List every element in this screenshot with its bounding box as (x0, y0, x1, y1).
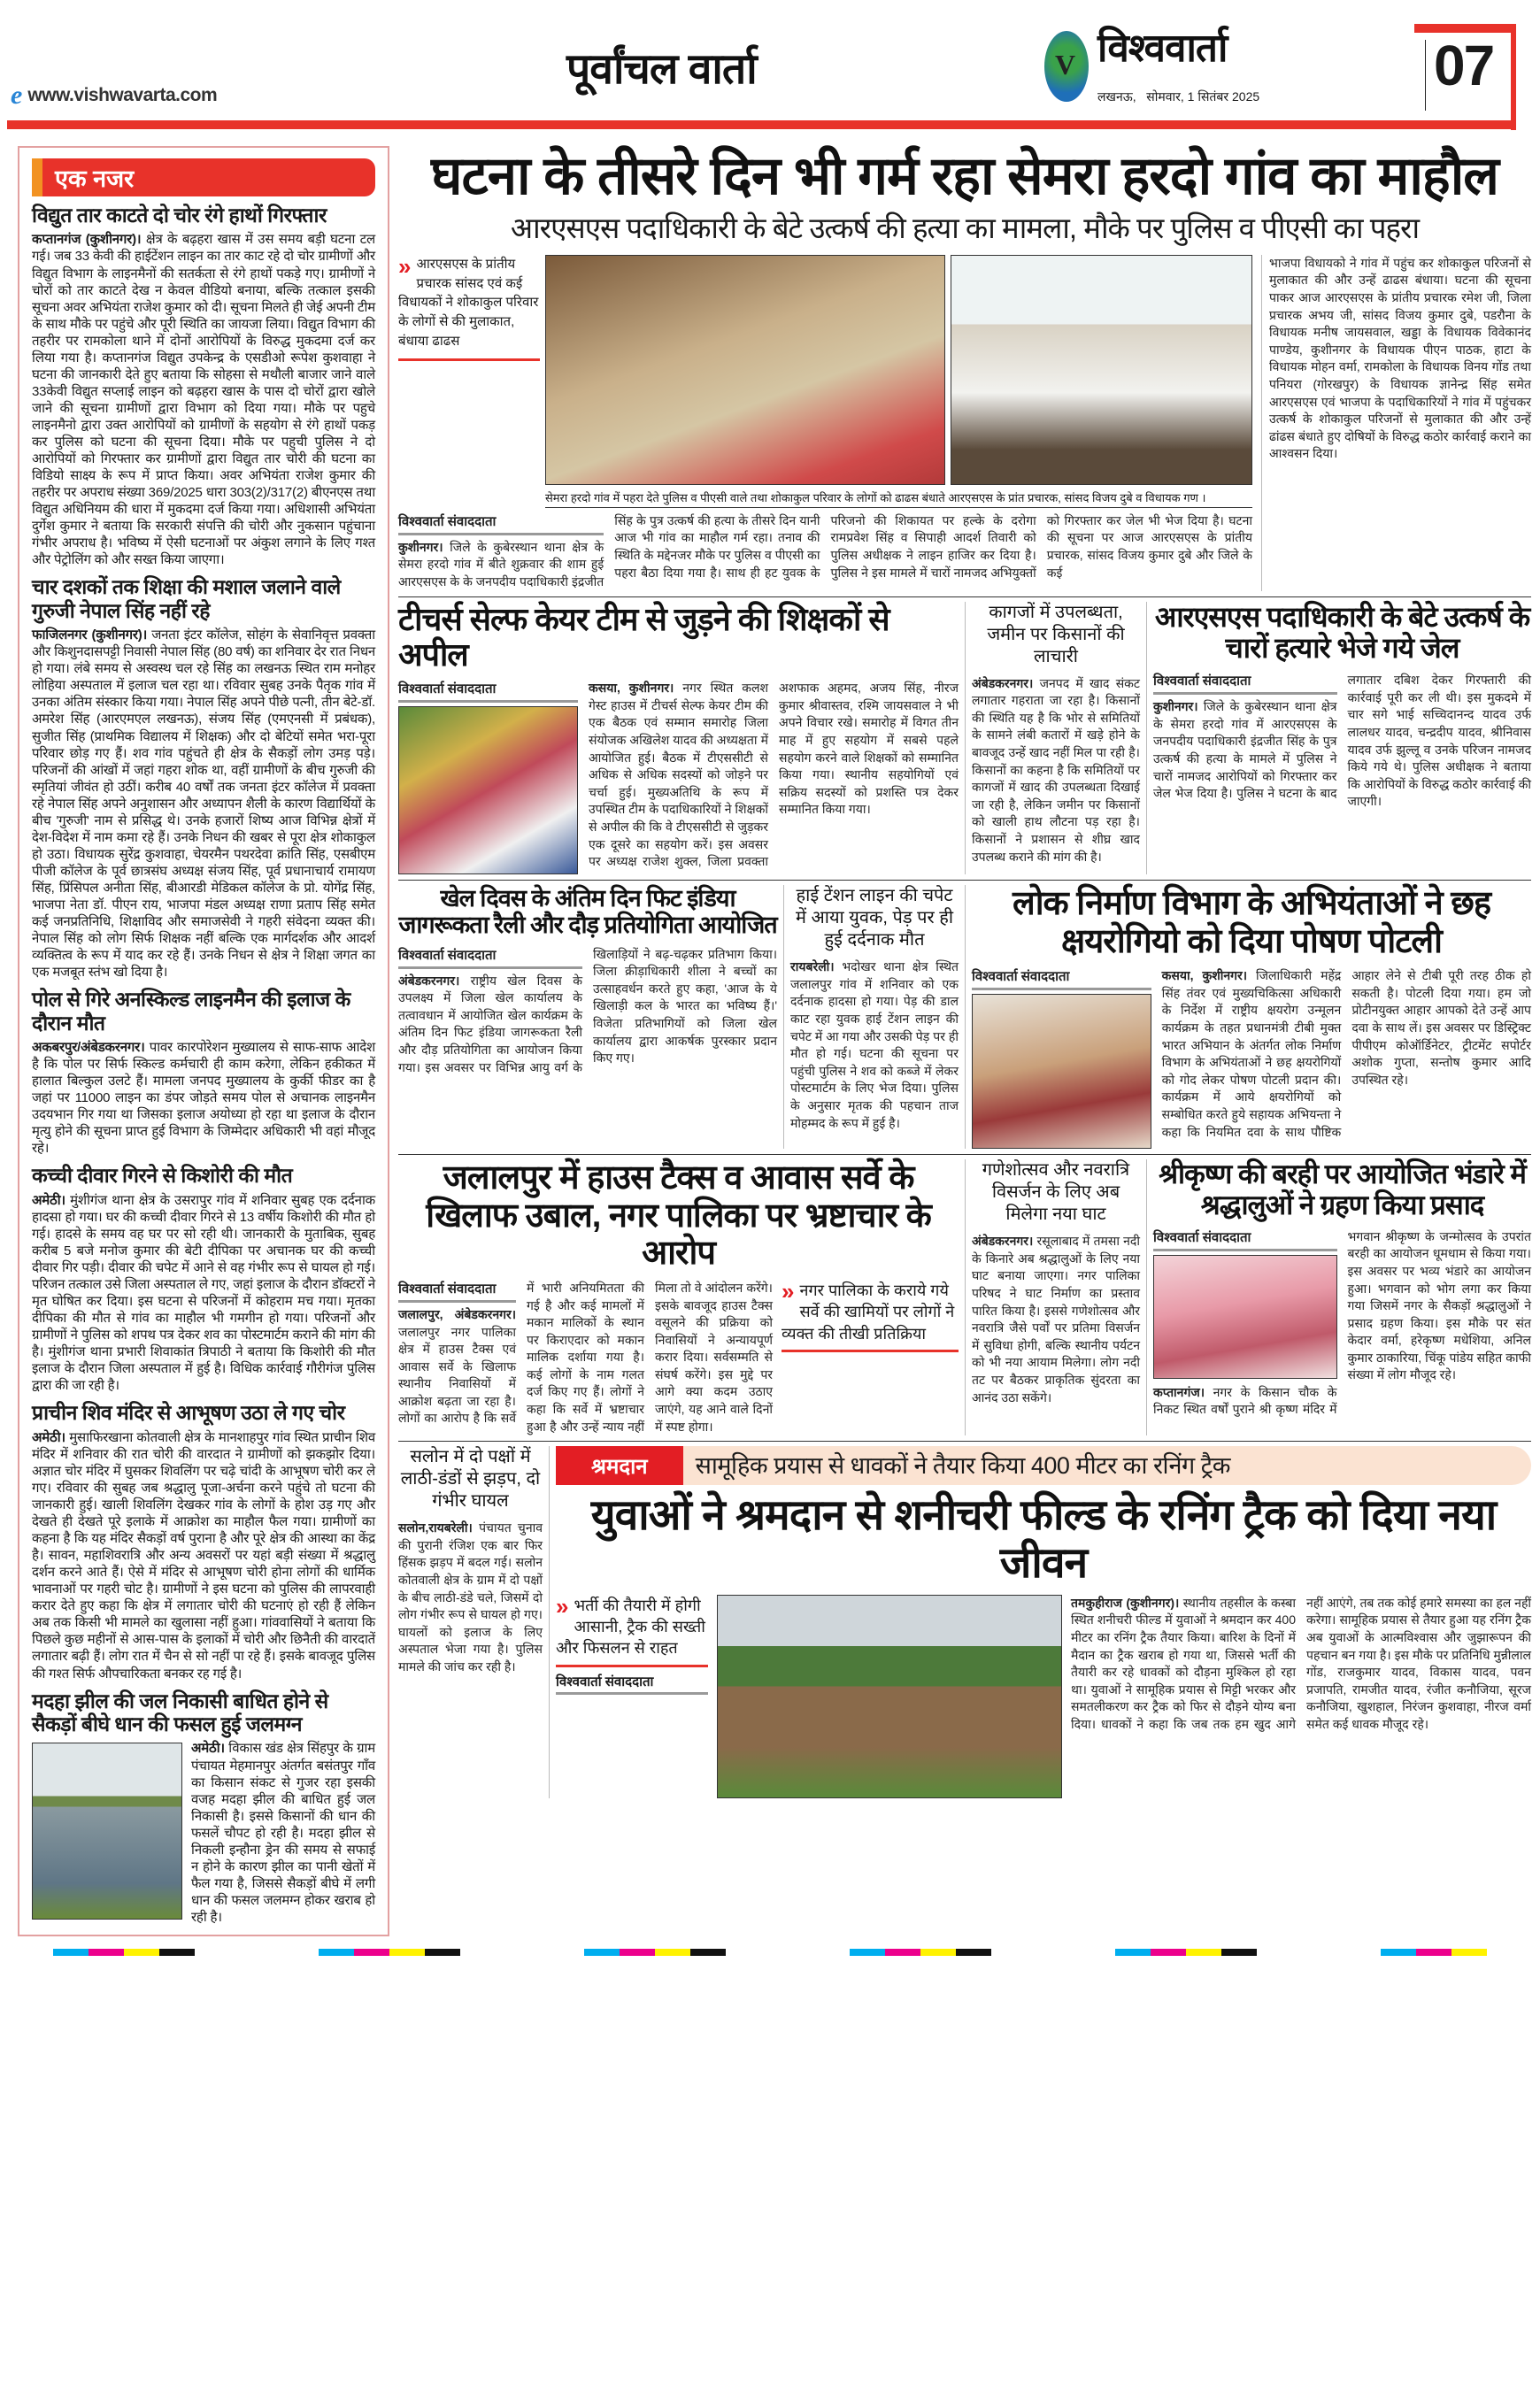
brief-body: विकास खंड क्षेत्र सिंहपुर के ग्राम पंचायत मेहमानपुर अंतर्गत बसंतपुर गाँव का किसान संकट से गुजर रहा इसकी वजह मदहा झील की बाधित हुई जल निकासी है। इससे किसानों की धान की फसलें चौपट हो रही है। मदहा झील से निकली इन्हौना ड्रेन की समय से सफाई न होने के कारण झील का पानी खेतों में फैल गया है, जिससे सैकड़ों बीघे में लगी धान की फसल जलमग्न होकर खराब हो रही है। (191, 1741, 375, 1925)
lead-story (398, 146, 1531, 596)
jalalpur-article (398, 1159, 965, 1435)
salon-body: सलोन,रायबरेली। पंचायत चुनाव की पुरानी रंजिश एक बार फिर हिंसक झड़प में बदल गई। सलोन कोतवाली क्षेत्र के ग्राम में दो पक्षों के बीच लाठी-डंडे चले, जिसमें दो लोग गंभीर रूप से घायल हो गए। घायलों को इलाज के लिए अस्पताल भेजा गया है। पुलिस मामले की जांच कर रही है। (398, 1520, 543, 1674)
shramdan-headline: युवाओं ने श्रमदान से शनीचरी फील्ड के रनिंग ट्रैक को दिया नया जीवन (590, 1492, 1497, 1588)
jalalpur-sidebar: » नगर पालिका के कराये गये सर्वे की खामियों पर लोगों ने व्यक्त की तीखी प्रतिक्रिया (782, 1280, 959, 1352)
teachers-body: विश्ववार्ता संवाददाता कसया, कुशीनगर। नगर स्थित कलश गेस्ट हाउस में टीचर्स सेल्फ केयर टीम की एक बैठक एवं सम्मान समारोह जिला संयोजक अखिलेश यादव की अध्यक्षता में आयोजित हुई। बैठक में टीएससीटी से अधिक से अधिक सदस्यों को जोड़ने पर चर्चा हुई। मुख्यअतिथि के रूप में उपस्थित टीम के पदाधिकारियों ने शिक्षकों से अपील की कि वे टीएससीटी से जुड़कर एक दूसरे का सहयोग करें। इस अवसर पर अध्यक्ष राजेश शुक्ल, जिला प्रवक्ता अशफाक अहमद, अजय सिंह, नीरज कुमार श्रीवास्तव, रश्मि जायसवाल ने भी अपने विचार रखे। समारोह में विगत तीन माह में हुए सहयोग में सबसे पहले सहयोग करने वाले शिक्षकों को सम्मानित किया गया। स्थानीय सहयोगियों एवं सक्रिय सदस्यों को प्रशस्ति पत्र देकर सम्मानित किया गया। (398, 680, 959, 874)
brief-article: मदहा झील की जल निकासी बाधित होने से सैकड़ों बीघे धान की फसल हुई जलमग्न अमेठी। विकास खंड क्षेत्र सिंहपुर के ग्राम पंचायत मेहमानपुर अंतर्गत बसंतपुर गाँव का किसान संकट से गुजर रहा इसकी वजह मदहा झील की बाधित हुई जल निकासी है। इससे किसानों की धान की फसलें चौपट हो रही है। मदहा झील से निकली इन्हौना ड्रेन की समय से सफाई न होने के कारण झील का पानी खेतों में फैल गया है, जिससे सैकड़ों बीघे में लगी धान की फसल जलमग्न होकर खराब हो रही है। (32, 1689, 375, 1925)
chevron-bullet-icon: » (556, 1592, 569, 1620)
ek-nazar-label: एक नजर (55, 165, 135, 192)
brief-body: पावर कारपोरेशन मुख्यालय से साफ-साफ आदेश है कि पोल पर सिर्फ स्किल्ड कर्मचारी ही काम करेगा, लेकिन हकीकत में हालात बिल्कुल उलटे हैं। मामला जनपद मुख्यालय के कुर्की फीडर का है जहां पर 11000 लाइन का डंपर जोड़ते समय पोल से अचानक लाइनमैन उदयभान गिर गया था जिसका इलाज अयोध्या हो रहा था इलाज के दौरान मृत्यु होने की सूचना प्राप्त हुई विभाग के जिम्मेदार अधिकारी भी वहां मौजूद रहे। (32, 1040, 375, 1157)
salon-article (398, 1446, 549, 1798)
salon-headline: सलोन में दो पक्षों में लाठी-डंडों से झड़प, दो गंभीर घायल (400, 1447, 541, 1512)
kagaz-headline: कागजों में उपलब्धता, जमीन पर किसानों की लाचारी (987, 602, 1125, 666)
krishna-body: विश्ववार्ता संवाददाता कप्तानगंज। नगर के किसान चौक के निकट स्थित वर्षों पुराने श्री कृष्ण मंदिर में भगवान श्रीकृष्ण के जन्मोत्सव के उपरांत बरही का आयोजन धूमधाम से किया गया। इस अवसर पर भव्य भंडारे का आयोजन हुआ। भगवान को भोग लगा कर किया गया जिसमें नगर के सैकड़ों श्रद्धालुओं ने प्रसाद ग्रहण किया। इस मौके पर संत केदार वर्मा, हरेकृष्ण मधेशिया, अनिल कुमार ठाकारिया, चिंकू पांडेय सहित काफी संख्या में लोग मौजूद रहे। (1153, 1228, 1531, 1417)
brief-article: कच्ची दीवार गिरने से किशोरी की मौत अमेठी। मुंशीगंज थाना क्षेत्र के उसरापुर गांव में शनिवार सुबह एक दर्दनाक हादसा हो गया। घर की कच्ची दीवार गिरने से 13 वर्षीय किशोरी की मौत हो गई। हादसे के समय वह घर पर सो रही थी। जानकारी के मुताबिक, सुबह करीब 5 बजे मनोज कुमार की बेटी दीपिका पर अचानक घर की कच्ची दीवार गिर पड़ी। दीवार की चपेट में आने से वह गंभीर रूप से घायल हो गई। परिजन तत्काल उसे जिला अस्पताल ले गए, जहां इलाज के दौरान डॉक्टरों ने मृत घोषित कर दिया। इस घटना से परिजनों में कोहराम मच गया। मृतका दीपिका की मौत से गांव का माहौल भी गमगीन हो गया। परिजनों और ग्रामीणों ने पुलिस को शपथ पत्र देकर शव का पोस्टमार्टम कराने की मांग की है। मुंशीगंज थाना प्रभारी शिवाकांत त्रिपाठी ने बताया कि किशोरी की मौत इलाज के दौरान जिला अस्पताल में हुई है। विधिक कार्रवाई गौरीगंज पुलिस द्वारा की जा रही है। (32, 1164, 375, 1394)
leaders-meeting-photo (951, 255, 1252, 485)
ek-nazar-column (18, 146, 389, 1936)
shramdan-body: तमकुहीराज (कुशीनगर)। स्थानीय तहसील के कस्बा स्थित शनीचरी फील्ड में युवाओं ने श्रमदान कर 400 मीटर का रनिंग ट्रैक तैयार किया। बारिश के दिनों में मैदान का ट्रैक खराब हो गया था, जिससे भर्ती की तैयारी कर रहे धावकों को दौड़ना मुश्किल हो रहा था। युवाओं ने सामूहिक प्रयास से मिट्टी भरकर और समतलीकरण कर ट्रैक को फिर से दौड़ने योग्य बना दिया। धावकों ने कहा कि जब तक हम खुद आगे नहीं आएंगे, तब तक कोई हमारे समस्या का हल नहीं करेगा। सामूहिक प्रयास से तैयार हुआ यह रनिंग ट्रैक अब युवाओं के आत्मविश्वास और जुझारूपन की पहचान बन गया है। इस मौके पर प्रतिनिधि मुन्नीलाल गोंड, राजकुमार यादव, विकास यादव, पवन प्रजापति, रामजीत यादव, रंजीत कनौजिया, सूरज कनौजिया, खुशहाल, निरंजन कुशवाहा, नीरज वर्मा समेत कई धावक मौजूद रहे। (1071, 1595, 1531, 1731)
jail-headline: आरएसएस पदाधिकारी के बेटे उत्कर्ष के चारों हत्यारे भेजे गये जेल (1154, 600, 1530, 665)
brief-headline: विद्युत तार काटते दो चोर रंगे हाथों गिरफ्तार (32, 204, 327, 227)
teachers-felicitation-photo (398, 706, 578, 874)
jail-article (1146, 602, 1531, 875)
chevron-bullet-icon: » (398, 252, 412, 280)
lead-right-column: भाजपा विधायको ने गांव में पहुंच कर शोकाकुल परिजनों से मुलाकात की और उन्हें ढाढस बंधाया। घटना की सूचना पाकर आज आरएसएस के प्रांतीय प्रचारक रमेश जी, जिला प्रचारक अभय जी, सांसद विजय कुमार दुबे, पडरौना के विधायक मनीष जायसवाल, खड्डा के विधायक विवेकानंद पाण्डेय, कुशीनगर के विधायक पीएन पाठक, हाटा के विधायक मोहन वर्मा, रामकोला के विधायक विनय गोंड तथा पनियरा (गोरखपुर) के विधायक ज्ञानेन्द्र सिंह समेत आरएसएस एवं भाजपा के पदाधिकारियों ने गांव में पहुंचकर उत्कर्ष के शोकाकुल परिजनों से मुलाकात की और उन्हें ढांढस बंधाते हुए दोषियों के विरुद्ध कठोर कार्रवाई कराने का आश्वसन दिया। (1261, 255, 1531, 591)
brief-headline: मदहा झील की जल निकासी बाधित होने से सैकड़ों बीघे धान की फसल हुई जलमग्न (32, 1689, 328, 1736)
brand-logo-icon: V (1044, 31, 1089, 102)
jail-body: विश्ववार्ता संवाददाता कुशीनगर। जिले के कुबेरस्थान थाना क्षेत्र के सेमरा हरदो गांव में आरएसएस के जनपदीय पदाधिकारी इंद्रजीत सिंह के पुत्र उत्कर्ष की हत्या के मामले में पुलिस ने चारों नामजद आरोपियों को गिरफ्तार कर जेल भेज दिया है। पुलिस ने घटना के बाद लगातार दबिश देकर गिरफ्तारी की कार्रवाई पूरी कर ली थी। इस मुकदमे में चार सगे भाई सच्चिदानन्द यादव उर्फ लालधर यादव, चन्द्रदीप यादव, श्रीनिवास यादव उर्फ झुल्लू व उनके परिजन नामजद किये गये थे। पुलिस अधीक्षक ने बताया कि आरोपियों के विरुद्ध कठोर कार्रवाई की जाएगी। (1153, 673, 1531, 809)
brief-headline: पोल से गिरे अनस्किल्ड लाइनमैन की इलाज के दौरान मौत (32, 988, 350, 1035)
running-track-photo (717, 1595, 1062, 1798)
section-title: पूर्वांचल वार्ता (566, 46, 757, 93)
shramdan-article: श्रमदान सामूहिक प्रयास से धावकों ने तैयार किया 400 मीटर का रनिंग ट्रैक युवाओं ने श्रमदान से शनीचरी फील्ड के रनिंग ट्रैक को दिया नया जीवन » भर्ती की तैयारी में होगी आसानी, ट्रैक की सख्ती और फिसलन से राहत विश्ववार्ता संवाददाता तमकुहीराज (कुशीनगर)। स्थानीय तहसील के कस्बा स्थित शनीचरी फील्ड में युवाओं ने श्रमदान कर 400 मीटर का रनिंग ट्रैक तैयार किया। बारिश के दिनों में मैदान का ट्रैक खराब हो गया था, जिससे भर्ती की तैयारी कर रहे धावकों को दौड़ना मुश्किल हो रहा था। युवाओं ने सामूहिक प्रयास से मिट्टी भरकर और समतलीकरण कर ट्रैक को फिर से दौड़ने योग्य बना दिया। धावकों ने कहा कि जब तक हम खुद आगे नहीं आएंगे, तब तक कोई हमारे समस्या का हल नहीं करेगा। सामूहिक प्रयास से तैयार हुआ यह रनिंग ट्रैक अब युवाओं के आत्मविश्वास और जुझारूपन की पहचान बन गया है। इस मौके पर प्रतिनिधि मुन्नीलाल गोंड, राजकुमार यादव, विकास यादव, पवन प्रजापति, रामजीत यादव, रंजीत कनौजिया, सूरज कनौजिया, खुशहाल, निरंजन कुशवाहा, नीरज वर्मा समेत कई धावक मौजूद रहे। (549, 1446, 1531, 1798)
police-guard-photo (545, 255, 945, 485)
brief-headline: प्राचीन शिव मंदिर से आभूषण उठा ले गए चोर (32, 1401, 345, 1425)
brief-body: मुंशीगंज थाना क्षेत्र के उसरापुर गांव में शनिवार सुबह एक दर्दनाक हादसा हो गया। घर की कच्ची दीवार गिरने से 13 वर्षीय किशोरी की मौत हो गई। हादसे के समय वह घर पर सो रही थी। जानकारी के मुताबिक, सुबह करीब 5 बजे मनोज कुमार की बेटी दीपिका पर अचानक घर की कच्ची दीवार गिर पड़ी। दीवार की चपेट में आने से वह गंभीर रूप से घायल हो गई। परिजन तत्काल उसे जिला अस्पताल ले गए, जहां इलाज के दौरान डॉक्टरों ने मृत घोषित कर दिया। इस घटना से परिजनों में कोहराम मच गया। मृतका दीपिका की मौत से गांव का माहौल भी गमगीन हो गया। परिजनों और ग्रामीणों ने पुलिस को शपथ पत्र देकर शव का पोस्टमार्टम कराने की मांग की है। मुंशीगंज थाना प्रभारी शिवाकांत त्रिपाठी ने बताया कि किशोरी की मौत इलाज के दौरान जिला अस्पताल में हुई है। विधिक कार्रवाई गौरीगंज पुलिस द्वारा की जा रही है। (32, 1192, 375, 1394)
brief-headline: कच्ची दीवार गिरने से किशोरी की मौत (32, 1164, 293, 1188)
shramdan-label: श्रमदान (556, 1446, 683, 1485)
lead-subheadline: आरएसएस पदाधिकारी के बेटे उत्कर्ष की हत्या का मामला, मौके पर पुलिस व पीएसी का पहरा (510, 212, 1420, 245)
khel-body: विश्ववार्ता संवाददाता अंबेडकरनगर। राष्ट्रीय खेल दिवस के उपलक्ष्य में जिला खेल कार्यालय के तत्वावधान में आयोजित खेल कार्यक्रम के अंतिम दिन फिट इंडिया जागरूकता रैली और दौड़ प्रतियोगिता का आयोजन किया गया। इस अवसर पर विभिन्न आयु वर्ग के खिलाड़ियों ने बढ़-चढ़कर प्रतिभाग किया। जिला क्रीड़ाधिकारी शीला ने बच्चों का उत्साहवर्धन करते हुए कहा, 'आज के ये खिलाड़ी कल के भारत का भविष्य हैं।' विजेता प्रतिभागियों को जिला खेल कार्यालय द्वारा आकर्षक पुरस्कार प्रदान किए गए। (398, 946, 777, 1074)
khel-headline: खेल दिवस के अंतिम दिन फिट इंडिया जागरूकता रैली और दौड़ प्रतियोगिता आयोजित (398, 885, 777, 939)
krishna-article (1146, 1159, 1531, 1435)
lead-highlight: » आरएसएस के प्रांतीय प्रचारक सांसद एवं कई विधायकों ने शोकाकुल परिवार के लोगों से की मुलाकात, बंधाया ढाढस (398, 255, 540, 485)
chevron-bullet-icon: » (782, 1277, 795, 1304)
website-link[interactable]: e www.vishwavarta.com (11, 81, 218, 110)
ganesh-article (965, 1159, 1146, 1435)
brief-body: क्षेत्र के बढ़हरा खास में उस समय बड़ी घटना टल गई। जब 33 केवी की हाईटेंशन लाइन का तार काट रहे दो चोर ग्रामीणों और विद्युत विभाग के लाइनमैनों की सतर्कता से रंगे हाथों पकड़े गए। ग्रामीणों ने चोरों को तार काटते देख न केवल वीडियो बनाया, बल्कि तत्काल इसकी सूचना अवर अभियंता राजेश कुमार को दी। सूचना मिलते ही जेई अपनी टीम के साथ मौके पर पहुंचे और पूरी स्थिति का जायजा लिया। विद्युत विभाग की तहरीर पर रामकोला थाने में दोनों आरोपियों के विरुद्ध मुकदमा दर्ज कर लिया गया है। कप्तानगंज विद्युत उपकेन्द्र के एसडीओ रूपेश कुशवाहा ने घटना की जानकारी देते हुए बताया कि सोहसा से मथौली बाजार जाने वाले 33केवी विद्युत सप्लाई लाइन को बढ़हरा खास के पास दो चोरों द्वारा खोले जाने की सूचना ग्रामीणों द्वारा विभाग को दिया गया। मौके पर पहुचे लाइनमैनो द्वारा उक्त आरोपियों को ग्रामीणों के सहयोग से रंगे हाथों पकड़ कर पुलिस को घटना की सूचना दिया। मौके पर पहुची पुलिस ने दो आरोपियों को गिरफ्तार कर ग्रामीणों द्वारा विद्युत तार चोरी की घटना का विडियो साक्ष्य के रूप में प्राप्त किया। अवर अभियंता राजेश कुमार की तहरीर पर अपराध संख्या 369/2025 धारा 303(2)/317(2) बीएनएस तथा विद्युत अधिनियम की धारा में मुकदमा दर्ज किया गया। अधिशासी अभियंता दुर्गेश कुमार ने बताया कि सरकारी संपत्ति की चोरी और नुकसान पहुंचाना गंभीर अपराध है। भविष्य में ऐसी घटनाओं पर अंकुश लगाने के लिए गश्त और पेट्रोलिंग को और सख्त किया जाएगा। (32, 232, 375, 568)
hightension-headline: हाई टेंशन लाइन की चपेट में आया युवक, पेड़ पर ही हुई दर्दनाक मौत (796, 886, 953, 950)
lead-photo-caption: सेमरा हरदो गांव में पहरा देते पुलिस व पीएसी वाले तथा शोकाकुल परिवार के लोगों को ढाढस बंधाते आरएसएस के प्रांत प्रचारक, सांसद विजय दुबे व विधायक गण । (545, 488, 1252, 508)
shramdan-highlight: » भर्ती की तैयारी में होगी आसानी, ट्रैक की सख्ती और फिसलन से राहत (556, 1595, 708, 1667)
ganesh-body: अंबेडकरनगर। रसूलाबाद में तमसा नदी के किनारे अब श्रद्धालुओं के लिए नया घाट बनाया जाएगा। नगर पालिका परिषद ने घाट निर्माण का प्रस्ताव पारित किया है। इससे गणेशोत्सव और नवरात्रि जैसे पर्वों पर प्रतिमा विसर्जन में सुविधा होगी, बल्कि स्थानीय पर्यटन को भी नया आयाम मिलेगा। लोग नदी तट पर बैठकर प्राकृतिक सुंदरता का आनंद उठा सकेंगे। (972, 1234, 1140, 1404)
page-number: 07 (1434, 34, 1494, 97)
brief-body: जनता इंटर कॉलेज, सोहंग के सेवानिवृत्त प्रवक्ता और किशुनदासपट्टी निवासी नेपाल सिंह (80 वर्ष) का शनिवार देर रात निधन हो गया। लंबे समय से अस्वस्थ चल रहे सिंह का लखनऊ स्थित राम मनोहर लोहिया अस्पताल में इलाज चल रहा था। रविवार सुबह उनके पैतृक गांव में उनका अंतिम संस्कार किया गया। नेपाल सिंह अपने पीछे पत्नी, तीन बेटे-डॉ. अमरेश सिंह (आरएमएल लखनऊ), संजय सिंह (एमएनसी में प्रबंधक), सुजीत सिंह (प्राथमिक विद्यालय में शिक्षक) और दो बेटियों समेत भरा-पूरा परिवार छोड़ गए हैं। शव गांव पहुंचते ही क्षेत्र के सैकड़ों लोग उमड़ पड़े। परिजनों की आंखों में जहां गहरा शोक था, वहीं ग्रामीणों के बीच गुरुजी की स्मृतियां जीवंत हो उठीं। करीब 40 वर्षों तक जनता इंटर कॉलेज में प्रवक्ता रहे नेपाल सिंह अपने अनुशासन और अध्यापन शैली के कारण विद्यार्थियों के बीच 'गुरुजी' नाम से प्रसिद्ध थे। उनके हजारों शिष्य आज विभिन्न क्षेत्रों में देश-विदेश में नाम कमा रहे हैं। उनके निधन की खबर से पूरा क्षेत्र शोकाकुल हो उठा। विधायक सुरेंद्र कुशवाहा, चेयरमैन पथरदेवा क्रांति सिंह, एसबीएम पीजी कॉलेज के पूर्व छात्रसंघ अध्यक्ष संजय सिंह, पूर्व प्रधानाचार्य रामायण सिंह, प्रिंसिपल अनीता सिंह, बीआरडी मेडिकल कॉलेज के प्रो. योगेंद्र सिंह, भाजपा नेता डॉ. पीएन राय, भाजपा मंडल अध्यक्ष राणा प्रताप सिंह समेत कई जनप्रतिनिधि, शिक्षाविद और समाजसेवी ने गहरी संवेदना व्यक्त की। नेपाल सिंह को लोग सिर्फ शिक्षक नहीं बल्कि एक मार्गदर्शक और आदर्श व्यक्तित्व के रूप में याद कर रहे हैं। उनके निधन से क्षेत्र ने शिक्षा जगत का एक मजबूत स्तंभ खो दिया है। (32, 627, 375, 981)
hightension-article (783, 885, 965, 1149)
bhandara-photo (1153, 1255, 1337, 1379)
brief-headline: चार दशकों तक शिक्षा की मशाल जलाने वाले गुरुजी नेपाल सिंह नहीं रहे (32, 575, 341, 622)
browser-e-icon: e (11, 81, 23, 110)
loknirman-article (965, 885, 1531, 1149)
brief-article: विद्युत तार काटते दो चोर रंगे हाथों गिरफ्तार कप्तानगंज (कुशीनगर)। क्षेत्र के बढ़हरा खास में उस समय बड़ी घटना टल गई। जब 33 केवी की हाईटेंशन लाइन का तार काट रहे दो चोर ग्रामीणों और विद्युत विभाग के लाइनमैनों की सतर्कता से रंगे हाथों पकड़े गए। ग्रामीणों ने चोरों को तार काटते देख न केवल वीडियो बनाया, बल्कि तत्काल इसकी सूचना अवर अभियंता राजेश कुमार को दी। सूचना मिलते ही जेई अपनी टीम के साथ मौके पर पहुंचे और पूरी स्थिति का जायजा लिया। विद्युत विभाग की तहरीर पर रामकोला थाने में दोनों आरोपियों के विरुद्ध मुकदमा दर्ज कर लिया गया है। कप्तानगंज विद्युत उपकेन्द्र के एसडीओ रूपेश कुशवाहा ने घटना की जानकारी देते हुए बताया कि सोहसा से मथौली बाजार जाने वाले 33केवी विद्युत सप्लाई लाइन को बढ़हरा खास के पास दो चोरों द्वारा खोले जाने की सूचना ग्रामीणों द्वारा विभाग को दिया गया। मौके पर पहुचे लाइनमैनो द्वारा उक्त आरोपियों को ग्रामीणों के सहयोग से रंगे हाथों पकड़ कर पुलिस को घटना की सूचना दिया। मौके पर पहुची पुलिस ने दो आरोपियों को गिरफ्तार कर ग्रामीणों द्वारा विद्युत तार चोरी की घटना का विडियो साक्ष्य के रूप में प्राप्त किया। अवर अभियंता राजेश कुमार की तहरीर पर अपराध संख्या 369/2025 धारा 303(2)/317(2) बीएनएस तथा विद्युत अधिनियम की धारा में मुकदमा दर्ज किया गया। अधिशासी अभियंता दुर्गेश कुमार ने बताया कि सरकारी संपत्ति की चोरी और नुकसान पहुंचाना गंभीर अपराध है। भविष्य में ऐसी घटनाओं पर अंकुश लगाने के लिए गश्त और पेट्रोलिंग को और सख्त किया जाएगा। (32, 204, 375, 568)
nutrition-kit-photo (972, 994, 1151, 1149)
brief-article: प्राचीन शिव मंदिर से आभूषण उठा ले गए चोर अमेठी। मुसाफिरखाना कोतवाली क्षेत्र के मानशाहपुर गांव स्थित प्राचीन शिव मंदिर में शनिवार की रात चोरी की वारदात ने ग्रामीणों को झकझोर दिया। अज्ञात चोर मंदिर में घुसकर शिवलिंग पर चढ़े चांदी के आभूषण चोरी कर ले गए। रविवार की सुबह जब श्रद्धालु पूजा-अर्चना करने पहुंचे तो घटना की जानकारी हुई। खाली शिवलिंग देखकर गांव के लोगों के होश उड़ गए और देखते ही देखते पूरे इलाके में आक्रोश का माहौल फैल गया। ग्रामीणों का कहना है कि यह मंदिर सैकड़ों वर्ष पुराना है और पूरे क्षेत्र की आस्था का केंद्र है। सावन, महाशिवरात्रि और अन्य अवसरों पर यहां बड़ी संख्या में श्रद्धालु दर्शन करने आते हैं। ऐसे में मंदिर से आभूषण चोरी होना लोगों की धार्मिक भावनाओं पर गहरी चोट है। ग्रामीणों ने इस घटना को पुलिस की लापरवाही करार देते हुए कहा कि क्षेत्र में लगातार चोरी की घटनाएं हो रही हैं लेकिन अब तक किसी भी मामले का खुलासा नहीं हुआ। गांववासियों ने बताया कि पिछले कुछ महीनों से आस-पास के इलाकों में चोरी और छिनैती की वारदातें लगातार बढ़ी हैं। लोग रात में चैन से सो नहीं पा रहे हैं। इसके बावजूद पुलिस की गश्त सिर्फ औपचारिकता बनकर रह गई है। (32, 1401, 375, 1681)
loknirman-body: विश्ववार्ता संवाददाता कसया, कुशीनगर। जिलाधिकारी महेंद्र सिंह तंवर एवं मुख्यचिकित्सा अधिकारी के निर्देश में राष्ट्रीय क्षयरोग उन्मूलन कार्यक्रम के तहत प्रधानमंत्री टीबी मुक्त भारत अभियान के अंतर्गत लोक निर्माण विभाग के अभियंताओं ने छह क्षयरोगियों को गोद लेकर पोषण पोटली प्रदान की। कार्यक्रम में आये क्षयरोगियों को सम्बोधित करते हुये सहायक अभियन्ता ने कहा कि नियमित दवा के साथ पौष्टिक आहार लेने से टीबी पूरी तरह ठीक हो सकती है। पोटली दिया गया। हम जो प्रोटीनयुक्त आहार आपको देते उन्हें आप दवा के साथ लें। इस अवसर पर डिस्ट्रिक्ट पीपीएम कोऑर्डिनेटर, ट्रीटमेंट सपोर्टर अशोक गुप्ता, सन्तोष कुमार आदि उपस्थित रहे। (972, 967, 1531, 1149)
flooded-field-photo (32, 1743, 182, 1920)
page-number-box (1414, 24, 1516, 130)
hightension-body: रायबरेली। भदोखर थाना क्षेत्र स्थित जलालपुर गांव में शनिवार को एक दर्दनाक हादसा हो गया। पेड़ की डाल काट रहा युवक हाई टेंशन लाइन की चपेट में आ गया और उसकी पेड़ पर ही मौत हो गई। घटना की सूचना पर पहुंची पुलिस ने शव को कब्जे में लेकर पोस्टमार्टम के लिए भेज दिया। पुलिस के अनुसार मृतक की पहचान ताज मोहम्मद के रूप में हुई है। (790, 959, 959, 1130)
brand-name: विश्ववार्ता (1097, 27, 1228, 70)
teachers-article (398, 602, 965, 875)
dateline: लखनऊ, सोमवार, 1 सितंबर 2025 (1097, 89, 1260, 104)
shramdan-banner (556, 1446, 1531, 1485)
jalalpur-body: विश्ववार्ता संवाददाता जलालपुर, अंबेडकरनगर। जलालपुर नगर पालिका क्षेत्र में हाउस टैक्स एवं आवास सर्वे के खिलाफ स्थानीय निवासियों में आक्रोश बढ़ता जा रहा है। लोगों का आरोप है कि सर्वे में भारी अनियमितता की गई है और कई मामलों में मकान मालिकों के स्थान पर किराएदार को मकान मालिक दर्शाया गया है। कई लोगों के नाम गलत दर्ज किए गए हैं। लोगों ने कहा कि सर्वे में भ्रष्टाचार हुआ है और उन्हें न्याय नहीं मिला तो वे आंदोलन करेंगे। इसके बावजूद हाउस टैक्स वसूलने की प्रक्रिया को निवासियों ने अन्यायपूर्ण करार दिया। सर्वसम्मति से संघर्ष करेंगे। इस मुद्दे पर आगे क्या कदम उठाए जाएंगे, यह आने वाले दिनों में स्पष्ट होगा। (398, 1280, 773, 1434)
loknirman-headline: लोक निर्माण विभाग के अभियंताओं ने छह क्षयरोगियो को दिया पोषण पोटली (1012, 885, 1491, 960)
lead-headline: घटना के तीसरे दिन भी गर्म रहा सेमरा हरदो गांव का माहौल (431, 146, 1498, 205)
kagaz-article (965, 602, 1146, 875)
teachers-headline: टीचर्स सेल्फ केयर टीम से जुड़ने की शिक्षकों से अपील (398, 600, 889, 673)
main-news-area (398, 146, 1531, 1804)
brief-body: मुसाफिरखाना कोतवाली क्षेत्र के मानशाहपुर गांव स्थित प्राचीन शिव मंदिर में शनिवार की रात चोरी की वारदात ने ग्रामीणों को झकझोर दिया। अज्ञात चोर मंदिर में घुसकर शिवलिंग पर चढ़े चांदी के आभूषण चोरी कर ले गए। रविवार की सुबह जब श्रद्धालु पूजा-अर्चना करने पहुंचे तो घटना की जानकारी हुई। खाली शिवलिंग देखकर गांव के लोगों के होश उड़ गए और देखते ही देखते पूरे इलाके में आक्रोश का माहौल फैल गया। ग्रामीणों का कहना है कि यह मंदिर सैकड़ों वर्ष पुराना है और पूरे क्षेत्र की आस्था का केंद्र है। सावन, महाशिवरात्रि और अन्य अवसरों पर यहां बड़ी संख्या में श्रद्धालु दर्शन करने आते हैं। ऐसे में मंदिर से आभूषण चोरी होना लोगों की धार्मिक भावनाओं पर गहरी चोट है। ग्रामीणों ने इस घटना को पुलिस की लापरवाही करार देते हुए कहा कि क्षेत्र में लगातार चोरी की घटनाएं हो रही हैं लेकिन अब तक किसी भी मामले का खुलासा नहीं हुआ। गांववासियों ने बताया कि पिछले कुछ महीनों से आस-पास के इलाकों में चोरी और छिनैती की वारदातें लगातार बढ़ी हैं। लोग रात में चैन से सो नहीं पा रहे हैं। इसके बावजूद पुलिस की गश्त सिर्फ औपचारिकता बनकर रह गई है। (32, 1429, 375, 1681)
masthead (0, 0, 1540, 133)
khel-article (398, 885, 783, 1149)
brief-article: चार दशकों तक शिक्षा की मशाल जलाने वाले गुरुजी नेपाल सिंह नहीं रहे फाजिलनगर (कुशीनगर)। जनता इंटर कॉलेज, सोहंग के सेवानिवृत्त प्रवक्ता और किशुनदासपट्टी निवासी नेपाल सिंह (80 वर्ष) का शनिवार देर रात निधन हो गया। लंबे समय से अस्वस्थ चल रहे सिंह का लखनऊ स्थित राम मनोहर लोहिया अस्पताल में इलाज चल रहा था। रविवार सुबह उनके पैतृक गांव में उनका अंतिम संस्कार किया गया। नेपाल सिंह अपने पीछे पत्नी, तीन बेटे-डॉ. अमरेश सिंह (आरएमएल लखनऊ), संजय सिंह (एमएनसी में प्रबंधक), सुजीत सिंह (प्राथमिक विद्यालय में शिक्षक) और दो बेटियों समेत भरा-पूरा परिवार छोड़ गए हैं। शव गांव पहुंचते ही क्षेत्र के सैकड़ों लोग उमड़ पड़े। परिजनों की आंखों में जहां गहरा शोक था, वहीं ग्रामीणों के बीच गुरुजी की स्मृतियां जीवंत हो उठीं। करीब 40 वर्षों तक जनता इंटर कॉलेज में प्रवक्ता रहे नेपाल सिंह अपने अनुशासन और अध्यापन शैली के कारण विद्यार्थियों के बीच 'गुरुजी' नाम से प्रसिद्ध थे। उनके हजारों शिष्य आज विभिन्न क्षेत्रों में देश-विदेश में नाम कमा रहे हैं। उनके निधन की खबर से पूरा क्षेत्र शोकाकुल हो उठा। विधायक सुरेंद्र कुशवाहा, चेयरमैन पथरदेवा क्रांति सिंह, एसबीएम पीजी कॉलेज के पूर्व छात्रसंघ अध्यक्ष संजय सिंह, पूर्व प्रधानाचार्य रामायण सिंह, प्रिंसिपल अनीता सिंह, बीआरडी मेडिकल कॉलेज के प्रो. योगेंद्र सिंह, भाजपा नेता डॉ. पीएन राय, भाजपा मंडल अध्यक्ष राणा प्रताप सिंह समेत कई जनप्रतिनिधि, शिक्षाविद और समाजसेवी ने गहरी संवेदना व्यक्त की। नेपाल सिंह को लोग सिर्फ शिक्षक नहीं बल्कि एक मार्गदर्शक और आदर्श व्यक्तित्व के रूप में याद कर रहे हैं। उनके निधन से क्षेत्र ने शिक्षा जगत का एक मजबूत स्तंभ खो दिया है। (32, 575, 375, 981)
ganesh-headline: गणेशोत्सव और नवरात्रि विसर्जन के लिए अब मिलेगा नया घाट (982, 1160, 1130, 1225)
lead-body: विश्ववार्ता संवाददाता कुशीनगर। जिले के कुबेरस्थान थाना क्षेत्र के सेमरा हरदो गांव में बीते शुक्रवार की शाम हुई आरएसएस के के जनपदीय पदाधिकारी इंद्रजीत सिंह के पुत्र उत्कर्ष की हत्या के तीसरे दिन यानी आज भी गांव का माहौल गर्म रहा। तनाव की स्थिति के मद्देनजर मौके पर पुलिस व पीएसी का पहरा बैठा दिया गया है। साथ ही हट युवक के परिजनो की शिकायत पर हल्के के दरोगा रामप्रवेश सिंह व सिपाही आदर्श तिवारी को पुलिस अधीक्षक ने लाइन हाजिर कर दिया है। पुलिस ने इस मामले में चारों नामजद अभियुक्तों को गिरफ्तार कर जेल भी भेज दिया है। घटना की सूचना पर आज आरएसएस के प्रांतीय प्रचारक, सांसद विजय कुमार दुबे और जिले के कई (398, 512, 1252, 589)
jalalpur-headline: जलालपुर में हाउस टैक्स व आवास सर्वे के खिलाफ उबाल, नगर पालिका पर भ्रष्टाचार के आरोप (426, 1159, 931, 1273)
shramdan-banner-text: सामूहिक प्रयास से धावकों ने तैयार किया 400 मीटर का रनिंग ट्रैक (695, 1451, 1231, 1479)
kagaz-body: अंबेडकरनगर। जनपद में खाद संकट लगातार गहराता जा रहा है। किसानों की स्थिति यह है कि भोर से समितियों के सामने लंबी कतारों में खड़े होने के बावजूद उन्हें खाद नहीं मिल पा रही है। किसानों का कहना है कि समितियों पर कागजों में खाद की उपलब्धता दिखाई जा रही है, लेकिन जमीन पर किसानों को खाली हाथ लौटना पड़ रहा है। किसानों ने प्रशासन से शीघ्र खाद उपलब्ध कराने की मांग की है। (972, 675, 1140, 864)
krishna-headline: श्रीकृष्ण की बरही पर आयोजित भंडारे में श्रद्धालुओं ने ग्रहण किया प्रसाद (1159, 1158, 1526, 1220)
brief-article: पोल से गिरे अनस्किल्ड लाइनमैन की इलाज के दौरान मौत अकबरपुर/अंबेडकरनगर। पावर कारपोरेशन मुख्यालय से साफ-साफ आदेश है कि पोल पर सिर्फ स्किल्ड कर्मचारी ही काम करेगा, लेकिन हकीकत में हालात बिल्कुल उलटे हैं। मामला जनपद मुख्यालय के कुर्की फीडर का है जहां पर 11000 लाइन का डंपर जोड़ते समय पोल से अचानक लाइनमैन उदयभान गिर गया था जिसका इलाज अयोध्या हो रहा था इलाज के दौरान मृत्यु होने की सूचना प्राप्त हुई विभाग के जिम्मेदार अधिकारी भी वहां मौजूद रहे। (32, 988, 375, 1157)
print-color-bar (53, 1949, 1487, 1956)
header-rule (7, 120, 1515, 129)
